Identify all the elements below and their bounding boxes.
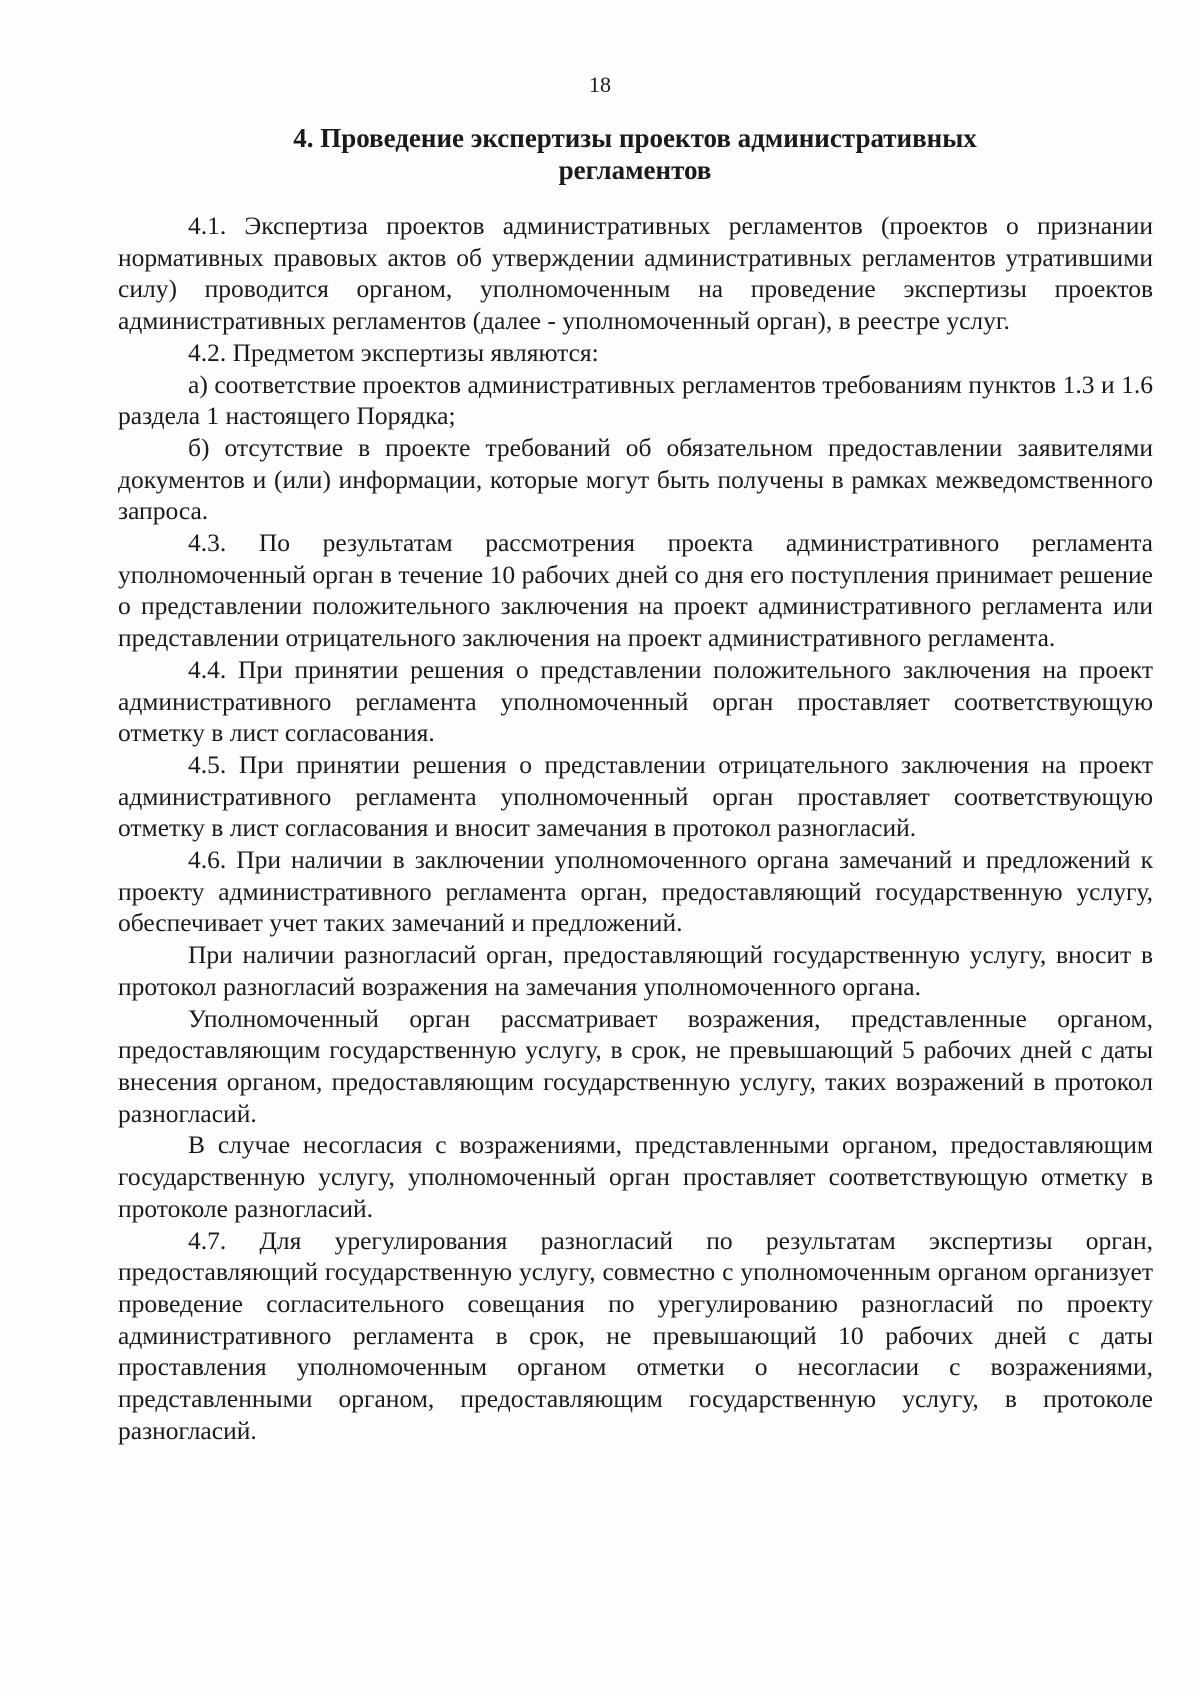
paragraph-4-3: 4.3. По результатам рассмотрения проекта административного регламента уполномоченный орган в течение 10 рабочих дней со дня его поступления принимает решение о представлении положительного заключения на проект административного регламента или представлении отрицательного заключения на проект административного регламента. [118,528,1153,653]
paragraph-4-6-review: Уполномоченный орган рассматривает возражения, представленные органом, предоставляющим государственную услугу, в срок, не превышающий 5 рабочих дней с даты внесения органом, предоставляющим государственную услугу, таких возражений в протокол разногласий. [118,1003,1153,1128]
paragraph-4-6-disagreements: При наличии разногласий орган, предоставляющий государственную услугу, вносит в протокол разногласий возражения на замечания уполномоченного органа. [118,940,1153,1001]
paragraph-4-5: 4.5. При принятии решения о представлении отрицательного заключения на проект административного регламента уполномоченный орган проставляет соответствующую отметку в лист согласования и вносит замечания в протокол разногласий. [118,749,1153,843]
section-heading-line-2: регламентов [558,155,712,185]
paragraph-4-1: 4.1. Экспертиза проектов административных регламентов (проектов о признании нормативных правовых актов об утверждении административных регламентов утратившими силу) проводится органом, уполномоченным на проведение экспертизы проектов административных регламентов (далее - уполномоченный орган), в реестре услуг. [118,211,1153,336]
document-body [118,210,1153,1446]
paragraph-4-4: 4.4. При принятии решения о представлении положительного заключения на проект административного регламента уполномоченный орган проставляет соответствующую отметку в лист согласования. [118,654,1153,748]
paragraph-4-2-a: а) соответствие проектов административных регламентов требованиям пунктов 1.3 и 1.6 раздела 1 настоящего Порядка; [118,369,1153,431]
paragraph-4-6-nonagreement: В случае несогласия с возражениями, представленными органом, предоставляющим государственную услугу, уполномоченный орган проставляет соответствующую отметку в протоколе разногласий. [118,1130,1153,1223]
paragraph-4-2-b: б) отсутствие в проекте требований об обязательном предоставлении заявителями документов и (или) информации, которые могут быть получены в рамках межведомственного запроса. [118,432,1153,526]
section-heading-line-1: 4. Проведение экспертизы проектов административных [293,123,977,153]
paragraph-4-6: 4.6. При наличии в заключении уполномоченного органа замечаний и предложений к проекту административного регламента орган, предоставляющий государственную услугу, обеспечивает учет таких замечаний и предложений. [118,845,1153,938]
page-number: 18 [589,72,611,97]
section-heading [120,122,1150,186]
paragraph-4-2: 4.2. Предметом экспертизы являются: [188,337,599,367]
paragraph-4-7: 4.7. Для урегулирования разногласий по результатам экспертизы орган, предоставляющий государственную услугу, совместно с уполномоченным органом организует проведение согласительного совещания по урегулированию разногласий по проекту административного регламента в срок, не превышающий 10 рабочих дней с даты проставления уполномоченным органом отметки о несогласии с возражениями, представленными органом, предоставляющим государственную услугу, в протоколе разногласий. [118,1225,1153,1445]
